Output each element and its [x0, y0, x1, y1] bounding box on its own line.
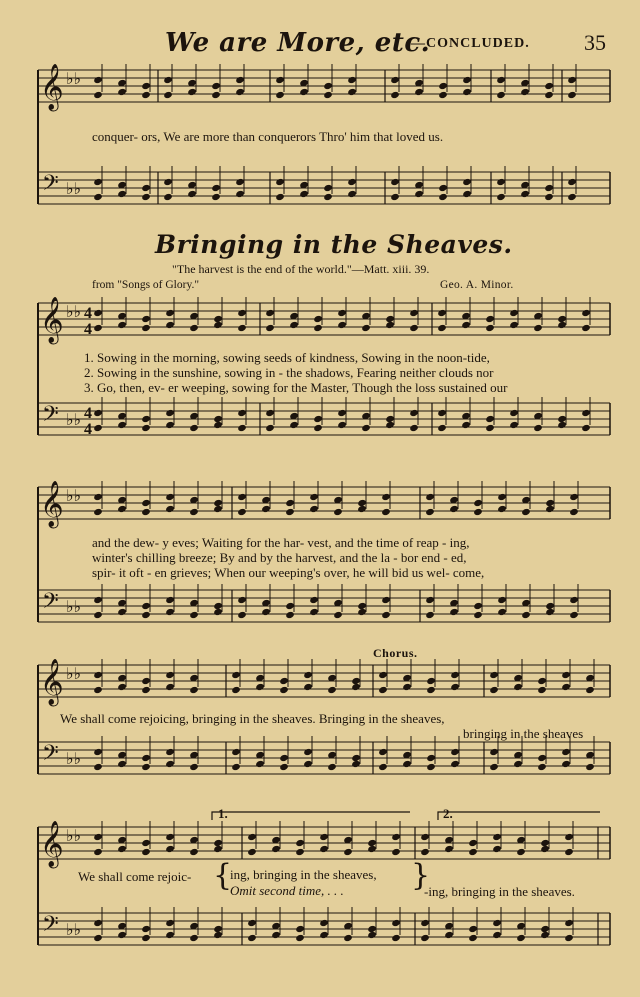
first-ending-label: 1. — [218, 806, 228, 821]
system4-brace-bottom: Omit second time, . . . — [230, 883, 344, 898]
flat-key-signature: ♭♭ — [66, 179, 82, 198]
system4-bass-staff — [38, 913, 610, 945]
bass-clef: 𝄢 — [42, 741, 59, 771]
system3-lyric-line2: bringing in the sheaves — [463, 726, 584, 741]
system1-treble-staff — [38, 303, 610, 335]
system1-bass-staff — [38, 403, 610, 435]
page-header-concluded: —CONCLUDED. — [411, 36, 530, 51]
system3-lyric-line1: We shall come rejoicing, bringing in the sheaves. Bringing in the sheaves, — [60, 711, 445, 726]
system2-verse1: and the dew- y eves; Waiting for the har- vest, and the time of reap - ing, — [92, 535, 470, 550]
hymn-title: Bringing in the Sheaves. — [155, 230, 513, 259]
system4-lyric-tail: -ing, bringing in the sheaves. — [424, 884, 575, 899]
hymn-source: from "Songs of Glory." — [92, 279, 200, 291]
system1-verse2: 2. Sowing in the sunshine, sowing in - the shadows, Fearing neither clouds nor — [84, 365, 494, 380]
system2-verse2: winter's chilling breeze; By and by the harvest, and the la - bor end - ed, — [92, 550, 467, 565]
treble-clef: 𝄞 — [40, 481, 64, 527]
lyric-brace-open: { — [213, 858, 233, 893]
page-header-title: We are More, etc. — [165, 28, 431, 58]
time-signature-bottom: 4 — [84, 321, 92, 338]
treble-clef: 𝄞 — [40, 64, 64, 110]
bass-clef: 𝄢 — [42, 171, 59, 201]
flat-key-signature: ♭♭ — [66, 302, 82, 321]
second-ending-label: 2. — [443, 806, 453, 821]
system1-verse3: 3. Go, then, ev- er weeping, sowing for the Master, Though the loss sustained our — [84, 380, 508, 395]
system3-bass-staff — [38, 742, 610, 774]
chorus-label: Chorus. — [373, 646, 418, 660]
bass-clef: 𝄢 — [42, 589, 59, 619]
second-ending-bracket — [438, 812, 600, 820]
bass-clef: 𝄢 — [42, 912, 59, 942]
flat-key-signature: ♭♭ — [66, 69, 82, 88]
flat-key-signature: ♭♭ — [66, 410, 82, 429]
first-ending-bracket — [212, 812, 410, 820]
system4-treble-staff — [38, 827, 610, 859]
hymn-composer: Geo. A. Minor. — [440, 279, 514, 291]
time-signature-bottom: 4 — [84, 421, 92, 438]
flat-key-signature: ♭♭ — [66, 486, 82, 505]
section1-lyric: conquer- ors, We are more than conquerors Thro' him that loved us. — [92, 129, 444, 144]
system1-verse1: 1. Sowing in the morning, sowing seeds of kindness, Sowing in the noon-tide, — [84, 350, 490, 365]
system4-lyric-lead: We shall come rejoic- — [78, 869, 192, 884]
system2-verse3: spir- it oft - en grieves; When our weeping's over, he will bid us wel- come, — [92, 565, 485, 580]
page-number: 35 — [584, 30, 606, 55]
flat-key-signature: ♭♭ — [66, 749, 82, 768]
hymn-epigraph: "The harvest is the end of the world."—Matt. xiii. 39. — [172, 262, 430, 276]
lyric-brace-close: } — [411, 858, 431, 893]
treble-clef: 𝄞 — [40, 297, 64, 343]
time-signature-top: 4 — [84, 305, 92, 322]
flat-key-signature: ♭♭ — [66, 826, 82, 845]
system3-treble-staff — [38, 665, 610, 697]
time-signature-top: 4 — [84, 405, 92, 422]
flat-key-signature: ♭♭ — [66, 920, 82, 939]
bass-clef: 𝄢 — [42, 402, 59, 432]
flat-key-signature: ♭♭ — [66, 664, 82, 683]
treble-clef: 𝄞 — [40, 659, 64, 705]
flat-key-signature: ♭♭ — [66, 597, 82, 616]
system4-brace-top: ing, bringing in the sheaves, — [230, 867, 377, 882]
treble-clef: 𝄞 — [40, 821, 64, 867]
